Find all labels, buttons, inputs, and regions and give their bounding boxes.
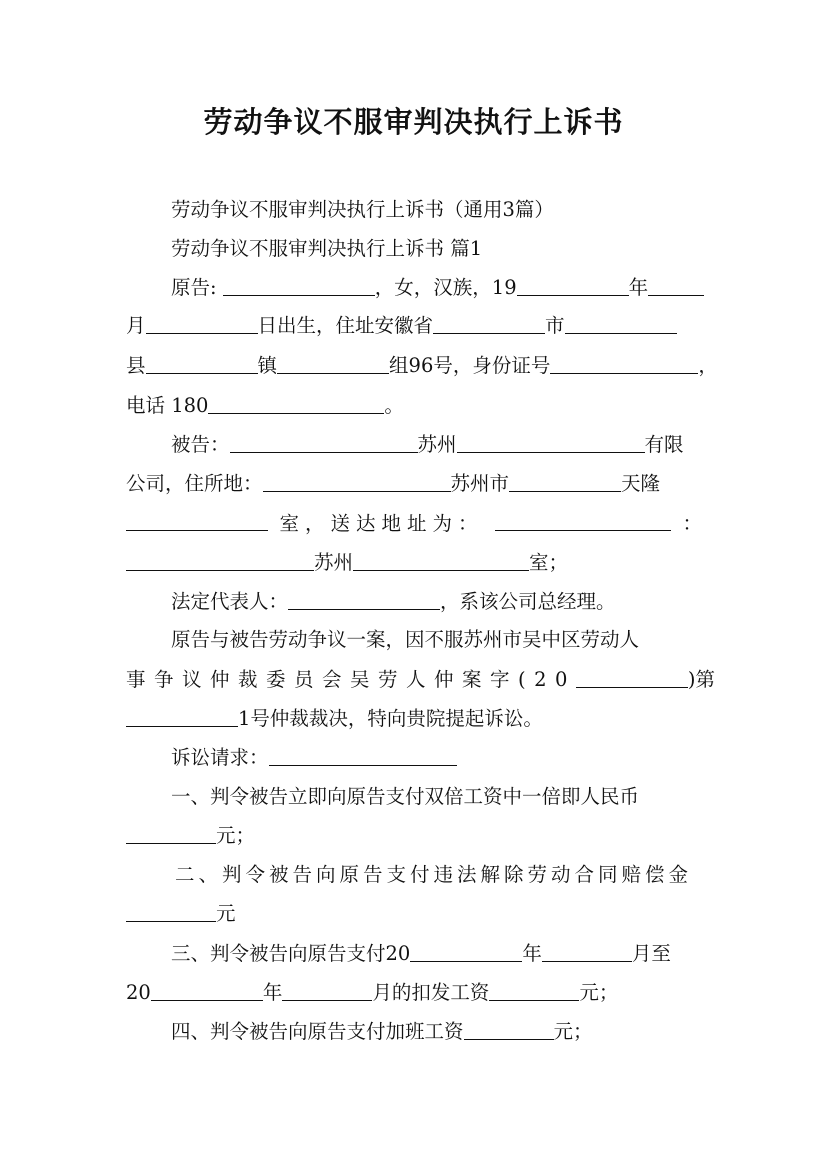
text-segment: 苏州市	[450, 472, 510, 495]
blank-field	[576, 669, 688, 688]
text-segment: 公司，住所地：	[126, 472, 263, 495]
blank-field	[263, 473, 451, 492]
blank-field	[517, 277, 629, 296]
blank-field	[495, 512, 671, 531]
claims-label: 诉讼请求：	[171, 746, 269, 769]
text-segment: 县	[126, 354, 146, 377]
claim-3-line-2	[126, 981, 618, 1005]
blank-field	[151, 982, 263, 1001]
section-heading: 劳动争议不服审判决执行上诉书 篇1	[171, 237, 483, 260]
claim-2-line-1: 二、判令被告向原告支付违法解除劳动合同赔偿金	[175, 863, 693, 886]
blank-field	[223, 277, 375, 296]
blank-field	[489, 982, 579, 1001]
case-line-3	[126, 707, 543, 731]
text-segment: ，系该公司总经理。	[440, 590, 616, 613]
text-segment: 月	[126, 314, 146, 337]
text-segment: 事争议仲裁委员会吴劳人仲案字(20	[126, 668, 576, 691]
text-segment: 天隆	[621, 472, 661, 495]
claim-1-line-1: 一、判令被告立即向原告支付双倍工资中一倍即人民币	[171, 785, 640, 808]
text-segment: 。	[384, 394, 404, 417]
text-segment: 元；	[553, 1020, 593, 1043]
text-segment: 三、判令被告向原告支付20	[171, 942, 411, 965]
text-segment: 四、判令被告向原告支付加班工资	[171, 1020, 464, 1043]
text-segment: 日出生，住址安徽省	[257, 314, 434, 337]
plaintiff-line-2	[126, 314, 677, 338]
blank-field	[126, 903, 216, 922]
blank-field	[457, 434, 645, 453]
text-segment: 20	[126, 981, 151, 1004]
blank-field	[146, 355, 258, 374]
text-segment: 元	[216, 902, 236, 925]
defendant-line-1	[171, 433, 684, 457]
claim-3-line-1	[171, 942, 671, 966]
text-segment: ，	[698, 354, 718, 377]
blank-field	[230, 434, 418, 453]
blank-field	[208, 395, 384, 414]
text-segment: 年	[262, 981, 283, 1004]
text-segment: 室，送达地址为：	[279, 512, 484, 535]
blank-field	[565, 315, 677, 334]
case-line-1: 原告与被告劳动争议一案，因不服苏州市吴中区劳动人	[171, 628, 640, 651]
blank-field	[126, 708, 238, 727]
blank-field	[288, 591, 440, 610]
text-segment: 年	[522, 942, 542, 965]
text-segment: 室；	[529, 551, 569, 574]
legal-rep-label: 法定代表人：	[171, 590, 289, 613]
plaintiff-line-4	[126, 394, 404, 418]
text-segment: 组96号，身份证号	[389, 354, 551, 377]
claim-1-line-2	[126, 824, 255, 848]
text-segment: 元；	[579, 981, 619, 1004]
text-segment: 元；	[216, 824, 256, 847]
defendant-line-4	[126, 551, 568, 575]
legal-rep-line	[171, 590, 616, 614]
blank-field	[353, 552, 529, 571]
plaintiff-line-1	[171, 276, 704, 300]
blank-field	[410, 943, 522, 962]
blank-field	[550, 355, 698, 374]
defendant-line-3	[126, 512, 702, 536]
text-segment: 市	[545, 314, 565, 337]
text-segment: 月的扣发工资	[372, 981, 490, 1004]
blank-field	[126, 552, 314, 571]
plaintiff-label: 原告:	[171, 276, 217, 299]
blank-field	[433, 315, 545, 334]
blank-field	[269, 747, 457, 766]
claim-2-line-2	[126, 902, 236, 926]
blank-field	[126, 825, 216, 844]
text-segment: 月至	[631, 942, 671, 965]
text-segment	[576, 668, 715, 692]
text-segment: 有限	[644, 433, 684, 456]
blank-field	[126, 512, 268, 531]
text-segment: 苏州	[314, 551, 354, 574]
blank-field	[277, 355, 389, 374]
claim-4-line	[171, 1020, 593, 1044]
text-segment: 1号仲裁裁决，特向贵院提起诉讼。	[238, 707, 543, 730]
document-title: 劳动争议不服审判决执行上诉书	[203, 105, 624, 139]
blank-field	[509, 473, 621, 492]
text-segment: ，女，汉族，19	[374, 276, 517, 299]
case-line-2	[126, 668, 716, 692]
text-segment: 电话 180	[126, 394, 209, 417]
defendant-line-2	[126, 472, 660, 496]
text-segment: 镇	[257, 354, 278, 377]
defendant-label: 被告：	[171, 433, 230, 456]
blank-field	[464, 1021, 554, 1040]
text-segment: 苏州	[417, 433, 457, 456]
plaintiff-line-3	[126, 354, 718, 378]
blank-field	[282, 982, 372, 1001]
blank-field	[648, 277, 704, 296]
blank-field	[542, 943, 632, 962]
text-segment: )第	[687, 668, 716, 691]
claims-label-line	[171, 746, 457, 770]
blank-field	[146, 315, 258, 334]
subtitle: 劳动争议不服审判决执行上诉书（通用3篇）	[171, 198, 554, 221]
text-segment: 年	[628, 276, 649, 299]
text-segment: ：	[682, 512, 702, 535]
